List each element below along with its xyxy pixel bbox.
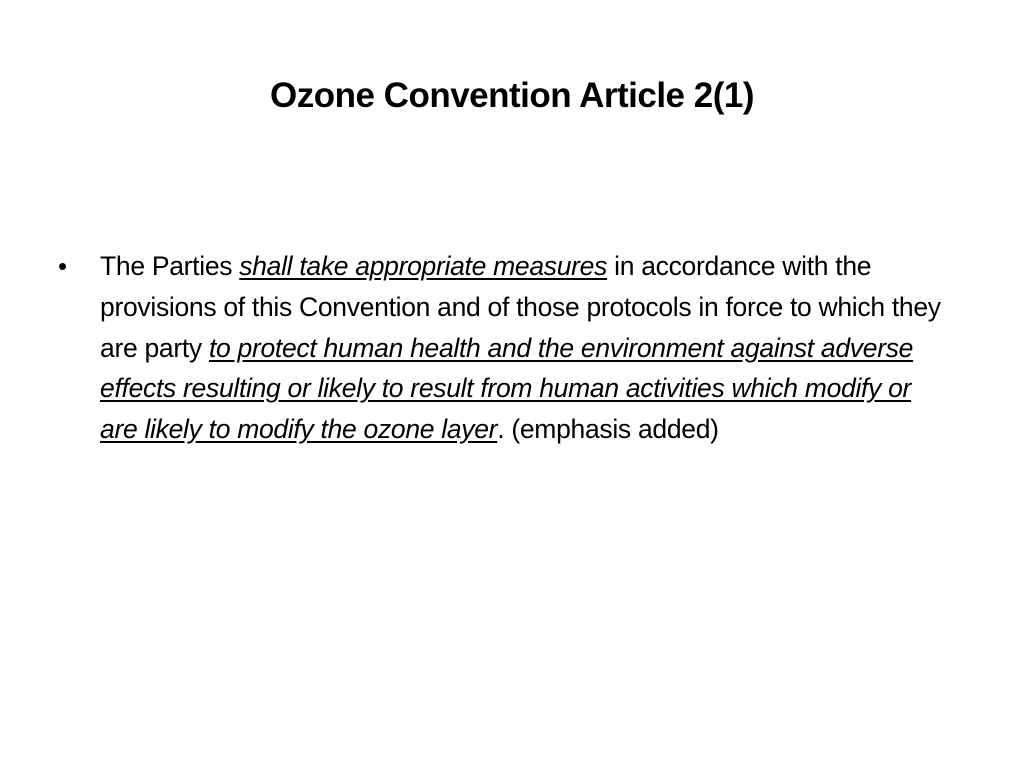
bullet-list	[52, 246, 952, 450]
emphasized-text: shall take appropriate measures	[239, 251, 608, 281]
bullet-text	[100, 251, 941, 444]
bullet-icon: •	[58, 251, 67, 281]
bullet-item	[52, 246, 952, 450]
text-segment: . (emphasis added)	[497, 414, 719, 445]
slide-title: Ozone Convention Article 2(1)	[270, 76, 754, 115]
text-segment: in accordance with the provisions of this Convention and of those protocols in force to which they are party	[100, 251, 941, 363]
emphasized-text: to protect human health and the environment against adverse effects resulting or likely to result from human activities which modify or are likely to modify the ozone layer	[100, 332, 914, 445]
text-segment: The Parties	[100, 251, 240, 281]
